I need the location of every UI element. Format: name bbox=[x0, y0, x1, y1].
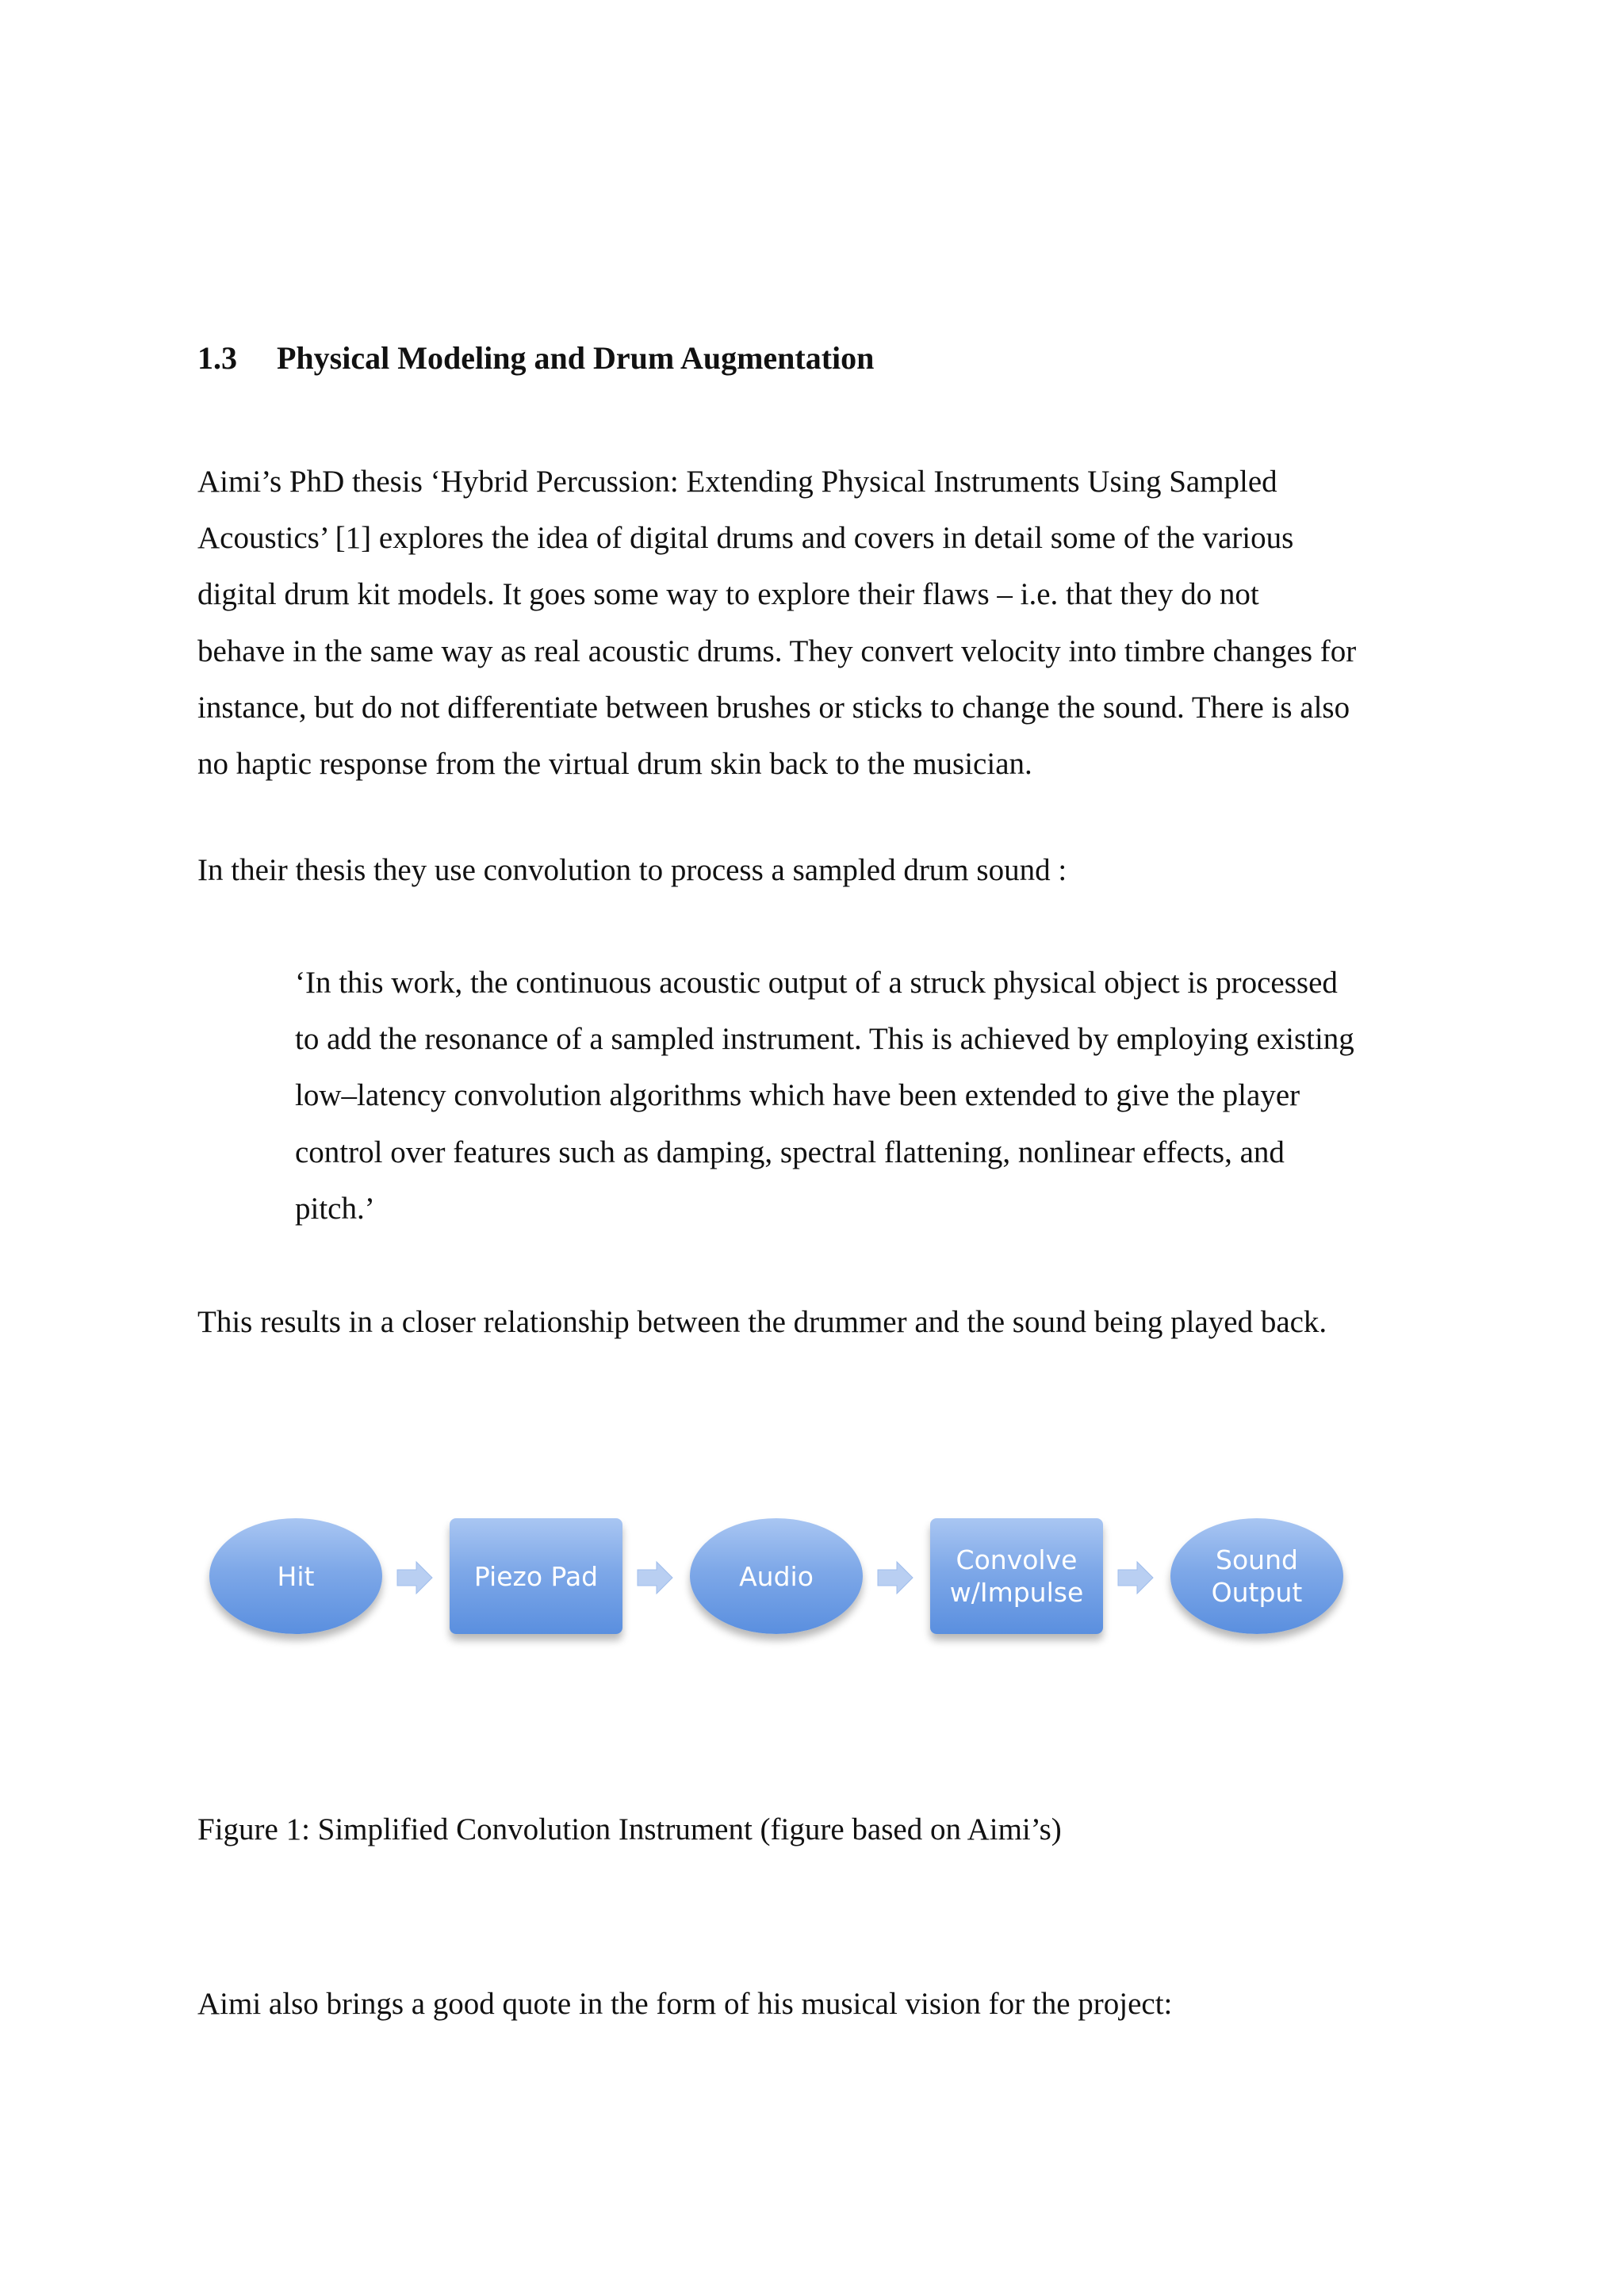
node-label: Convolve bbox=[956, 1544, 1078, 1575]
flow-diagram bbox=[208, 1510, 1350, 1661]
quote-line: to add the resonance of a sampled instrument. This is achieved by employing existing bbox=[295, 1022, 1354, 1057]
block-quote bbox=[295, 955, 1437, 1237]
node-label: Sound bbox=[1216, 1544, 1298, 1575]
section-heading bbox=[197, 336, 874, 381]
section-number: 1.3 bbox=[197, 340, 237, 376]
paragraph-result bbox=[197, 1294, 1434, 1350]
quote-line: control over features such as damping, spectral flattening, nonlinear effects, and bbox=[295, 1135, 1285, 1169]
text-line: behave in the same way as real acoustic drums. They convert velocity into timbre changes for bbox=[197, 633, 1357, 668]
quote-line: low–latency convolution algorithms which have been extended to give the player bbox=[295, 1078, 1300, 1113]
arrow-right-icon bbox=[636, 1560, 674, 1595]
text-line: In their thesis they use convolution to process a sampled drum sound : bbox=[197, 853, 1067, 887]
paragraph-convolution bbox=[197, 842, 1434, 898]
diagram-node-audio bbox=[690, 1518, 863, 1634]
quote-line: ‘In this work, the continuous acoustic output of a struck physical object is processed bbox=[295, 966, 1338, 1000]
arrow-right-icon bbox=[1116, 1560, 1155, 1595]
paragraph-vision bbox=[197, 1976, 1434, 2032]
figure-caption: Figure 1: Simplified Convolution Instrument (figure based on Aimi’s) bbox=[197, 1812, 1062, 1846]
text-line: Acoustics’ [1] explores the idea of digital drums and covers in detail some of the various bbox=[197, 521, 1294, 556]
text-line: Aimi’s PhD thesis ‘Hybrid Percussion: Extending Physical Instruments Using Sampled bbox=[197, 465, 1277, 499]
quote-line: pitch.’ bbox=[295, 1191, 375, 1226]
text-line: Aimi also brings a good quote in the form of his musical vision for the project: bbox=[197, 1987, 1173, 2021]
text-line: This results in a closer relationship between the drummer and the sound being played back. bbox=[197, 1305, 1327, 1339]
node-label: Piezo Pad bbox=[473, 1560, 599, 1592]
node-label: Audio bbox=[739, 1560, 814, 1592]
diagram-node-piezo-pad bbox=[450, 1518, 622, 1634]
diagram-node-hit bbox=[209, 1518, 382, 1634]
arrow-right-icon bbox=[396, 1560, 434, 1595]
node-label: Output bbox=[1211, 1577, 1303, 1608]
node-label: w/Impulse bbox=[949, 1577, 1084, 1608]
text-line: instance, but do not differentiate between brushes or sticks to change the sound. There is also bbox=[197, 690, 1350, 725]
paragraph-intro bbox=[197, 453, 1434, 792]
section-title: Physical Modeling and Drum Augmentation bbox=[277, 340, 875, 376]
text-line: no haptic response from the virtual drum skin back to the musician. bbox=[197, 747, 1032, 782]
node-label: Hit bbox=[277, 1560, 315, 1592]
text-line: digital drum kit models. It goes some way to explore their flaws – i.e. that they do not bbox=[197, 577, 1259, 612]
diagram-node-convolve bbox=[930, 1518, 1103, 1634]
diagram-node-sound-output bbox=[1170, 1518, 1343, 1634]
arrow-right-icon bbox=[876, 1560, 914, 1595]
